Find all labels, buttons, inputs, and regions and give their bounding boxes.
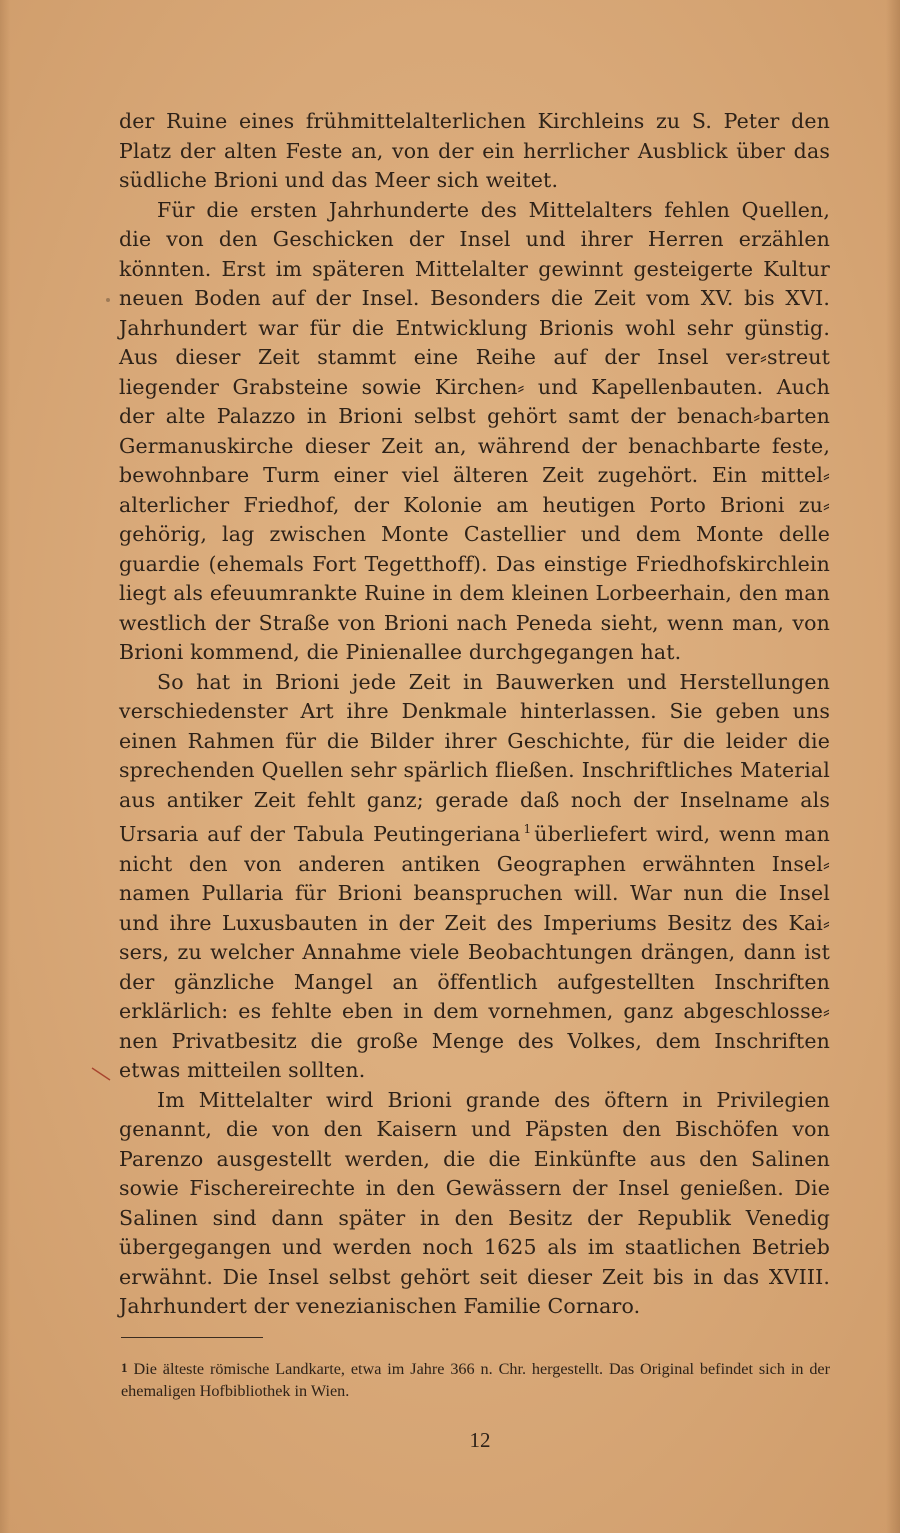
page-number: 12: [469, 1428, 491, 1452]
paragraph-1: der Ruine eines frühmittelalterlichen Kirchleins zu S. Peter den Platz der alten Feste an, von der ein herrlicher Ausblick über das südliche Brioni und das Meer sich weitet.: [119, 109, 830, 192]
page-edge-right: [886, 0, 900, 1533]
margin-dot: [106, 298, 110, 302]
footnote-rule: [121, 1337, 263, 1338]
paragraph-4: Im Mittelalter wird Brioni grande des öftern in Privilegien genannt, die von den Kaisern und Päpsten den Bischöfen von Parenzo ausgestellt werden, die die Einkünfte aus den Salinen sowie Fischereirechte in den Gewässern der Insel genießen. Die Salinen sind dann später in den Besitz der Republik Venedig übergegangen und werden noch 1625 als im staatlichen Betrieb erwähnt. Die Insel selbst gehört seit dieser Zeit bis in das XVIII. Jahrhundert der venezianischen Familie Cornaro.: [119, 1087, 830, 1318]
paragraph-2: Für die ersten Jahrhunderte des Mittelalters fehlen Quellen, die von den Geschicken der Insel und ihrer Herren erzählen könnten. Erst im späteren Mittelalter gewinnt gesteigerte Kultur neuen Boden auf der Insel. Besonders die Zeit vom XV. bis XVI. Jahrhundert war für die Entwicklung Brionis wohl sehr günstig. Aus dieser Zeit stammt eine Reihe auf der Insel ver⸗streut liegender Grabsteine sowie Kirchen⸗ und Kapellenbauten. Auch der alte Palazzo in Brioni selbst gehört samt der benach⸗barten Germanuskirche dieser Zeit an, während der benachbarte feste, bewohnbare Turm einer viel älteren Zeit zugehört. Ein mittel⸗alterlicher Friedhof, der Kolonie am heutigen Porto Brioni zu⸗gehörig, lag zwischen Monte Castellier und dem Monte delle guardie (ehemals Fort Tegetthoff). Das einstige Friedhofskirchlein liegt als efeuumrankte Ruine in dem kleinen Lorbeerhain, den man westlich der Straße von Brioni nach Peneda sieht, wenn man, von Brioni kommend, die Pinienallee durchgegangen hat.: [119, 197, 830, 664]
footnote-reference: 1: [523, 822, 532, 836]
body-text: [119, 107, 830, 1322]
pencil-mark-icon: [90, 1066, 114, 1082]
paragraph-3: [119, 668, 830, 1086]
footnote-mark: 1: [121, 1360, 128, 1375]
page-edge-left: [0, 0, 10, 1533]
paragraph-3-after: überliefert wird, wenn man nicht den von anderen antiken Geographen erwähnten Insel⸗namen Pullaria für Brioni beanspruchen will. War nun die Insel und ihre Luxusbauten in der Zeit des Imperiums Besitz des Kai⸗sers, zu welcher Annahme viele Beobachtungen drängen, dann ist der gänzliche Mangel an öffentlich aufgestellten Inschriften erklärlich: es fehlte eben in dem vornehmen, ganz abgeschlosse⸗nen Privatbesitz die große Menge des Volkes, dem Inschriften etwas mitteilen sollten.: [119, 822, 830, 1082]
paragraph-3-before: So hat in Brioni jede Zeit in Bauwerken und Herstellungen verschiedenster Art ihre Denkmale hinterlassen. Sie geben uns einen Rahmen für die Bilder ihrer Geschichte, für die leider die sprechenden Quellen sehr spärlich fließen. Inschriftliches Material aus antiker Zeit fehlt ganz; gerade daß noch der Inselname als Ursaria auf der Tabula Peutingeriana: [119, 669, 830, 846]
footnote-text: Die älteste römische Landkarte, etwa im Jahre 366 n. Chr. hergestellt. Das Original befindet sich in der ehemaligen Hofbibliothek in Wien.: [121, 1360, 830, 1400]
footnote: [121, 1357, 830, 1402]
